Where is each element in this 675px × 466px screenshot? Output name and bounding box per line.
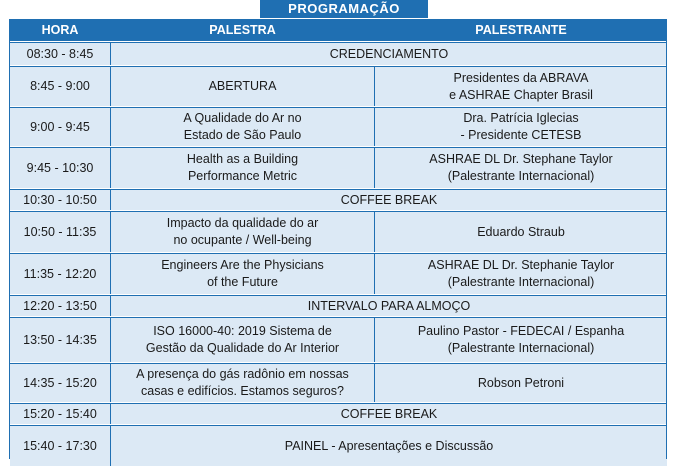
table-row [10, 148, 667, 188]
talk-cell-line: casas e edifícios. Estamos seguros? [141, 384, 344, 398]
table-row [10, 212, 667, 252]
event-cell: CREDENCIAMENTO [329, 46, 449, 61]
row-divider [10, 295, 667, 296]
talk-cell [111, 318, 374, 362]
talk-cell [111, 108, 374, 146]
talk-cell [111, 254, 374, 294]
time-cell: 15:40 - 17:30 [23, 438, 97, 453]
time-cell: 11:35 - 12:20 [23, 266, 97, 281]
speaker-cell [375, 254, 667, 294]
speaker-cell-line: e ASHRAE Chapter Brasil [449, 87, 593, 102]
talk-cell [111, 67, 374, 106]
event-cell: COFFEE BREAK [340, 406, 438, 421]
speaker-cell-line: - Presidente CETESB [460, 128, 582, 142]
talk-cell [111, 212, 374, 252]
time-cell: 10:50 - 11:35 [23, 224, 97, 239]
time-cell: 14:35 - 15:20 [23, 375, 97, 390]
talk-cell-line: Performance Metric [187, 169, 298, 183]
time-cell: 9:00 - 9:45 [30, 119, 90, 134]
row-divider [10, 403, 667, 404]
row-divider [10, 211, 667, 212]
header-palestrante: PALESTRANTE [475, 23, 567, 37]
time-cell: 12:20 - 13:50 [23, 298, 97, 313]
speaker-cell [375, 108, 667, 146]
time-cell: 13:50 - 14:35 [23, 332, 97, 347]
row-divider [10, 425, 667, 426]
speaker-cell-line: Robson Petroni [477, 375, 565, 390]
talk-cell-line: A Qualidade do Ar no [183, 111, 302, 125]
table-header [10, 19, 667, 41]
table-row [10, 43, 667, 65]
time-cell: 08:30 - 8:45 [26, 46, 94, 61]
speaker-cell-line: Eduardo Straub [477, 224, 565, 239]
speaker-cell-line: Presidentes da ABRAVA [453, 70, 589, 85]
speaker-cell-line: (Palestrante Internacional) [447, 275, 595, 289]
speaker-cell [375, 212, 667, 252]
table-row [10, 108, 667, 146]
table-row [10, 296, 667, 316]
talk-cell-line: Health as a Building [186, 152, 299, 166]
talk-cell-line: no ocupante / Well-being [173, 233, 312, 247]
row-divider [10, 189, 667, 190]
talk-cell-line: Impacto da qualidade do ar [166, 216, 319, 230]
row-divider [10, 317, 667, 318]
table-row [10, 426, 667, 466]
table-row [10, 318, 667, 362]
row-divider [10, 363, 667, 364]
speaker-cell-line: ASHRAE DL Dr. Stephanie Taylor [427, 258, 615, 272]
event-cell: INTERVALO PARA ALMOÇO [307, 298, 471, 313]
talk-cell-line: Estado de São Paulo [183, 128, 302, 142]
time-cell: 9:45 - 10:30 [26, 160, 94, 175]
speaker-cell-line: (Palestrante Internacional) [447, 341, 595, 355]
talk-cell-line: A presença do gás radônio em nossas [136, 367, 349, 381]
event-cell: PAINEL - Apresentações e Discussão [284, 438, 494, 453]
event-cell: COFFEE BREAK [340, 192, 438, 207]
talk-cell [111, 148, 374, 188]
table-row [10, 404, 667, 424]
table-row [10, 364, 667, 402]
table-row [10, 67, 667, 106]
talk-cell-line: of the Future [207, 275, 278, 289]
talk-cell-line: Gestão da Qualidade do Ar Interior [145, 341, 340, 355]
row-divider [10, 42, 667, 43]
speaker-cell [375, 148, 667, 188]
speaker-cell-line: Paulino Pastor - FEDECAI / Espanha [417, 324, 625, 338]
row-divider [10, 147, 667, 148]
row-divider [10, 253, 667, 254]
row-divider [10, 107, 667, 108]
time-cell: 15:20 - 15:40 [23, 406, 97, 421]
speaker-cell-line: (Palestrante Internacional) [447, 169, 595, 183]
speaker-cell-line: Dra. Patrícia Iglecias [463, 111, 579, 125]
speaker-cell [375, 318, 667, 362]
page-title: PROGRAMAÇÃO [260, 0, 428, 18]
header-palestra: PALESTRA [209, 23, 276, 37]
talk-cell-line: ISO 16000-40: 2019 Sistema de [153, 324, 332, 338]
speaker-cell-line: ASHRAE DL Dr. Stephane Taylor [429, 152, 613, 166]
speaker-cell [375, 364, 667, 402]
table-row [10, 254, 667, 294]
row-divider [10, 66, 667, 67]
header-hora: HORA [41, 23, 79, 37]
time-cell: 8:45 - 9:00 [30, 79, 90, 93]
talk-cell-line: ABERTURA [208, 79, 277, 93]
talk-cell-line: Engineers Are the Physicians [161, 258, 324, 272]
talk-cell [111, 364, 374, 402]
table-row [10, 190, 667, 210]
speaker-cell [375, 67, 667, 106]
time-cell: 10:30 - 10:50 [23, 192, 97, 207]
